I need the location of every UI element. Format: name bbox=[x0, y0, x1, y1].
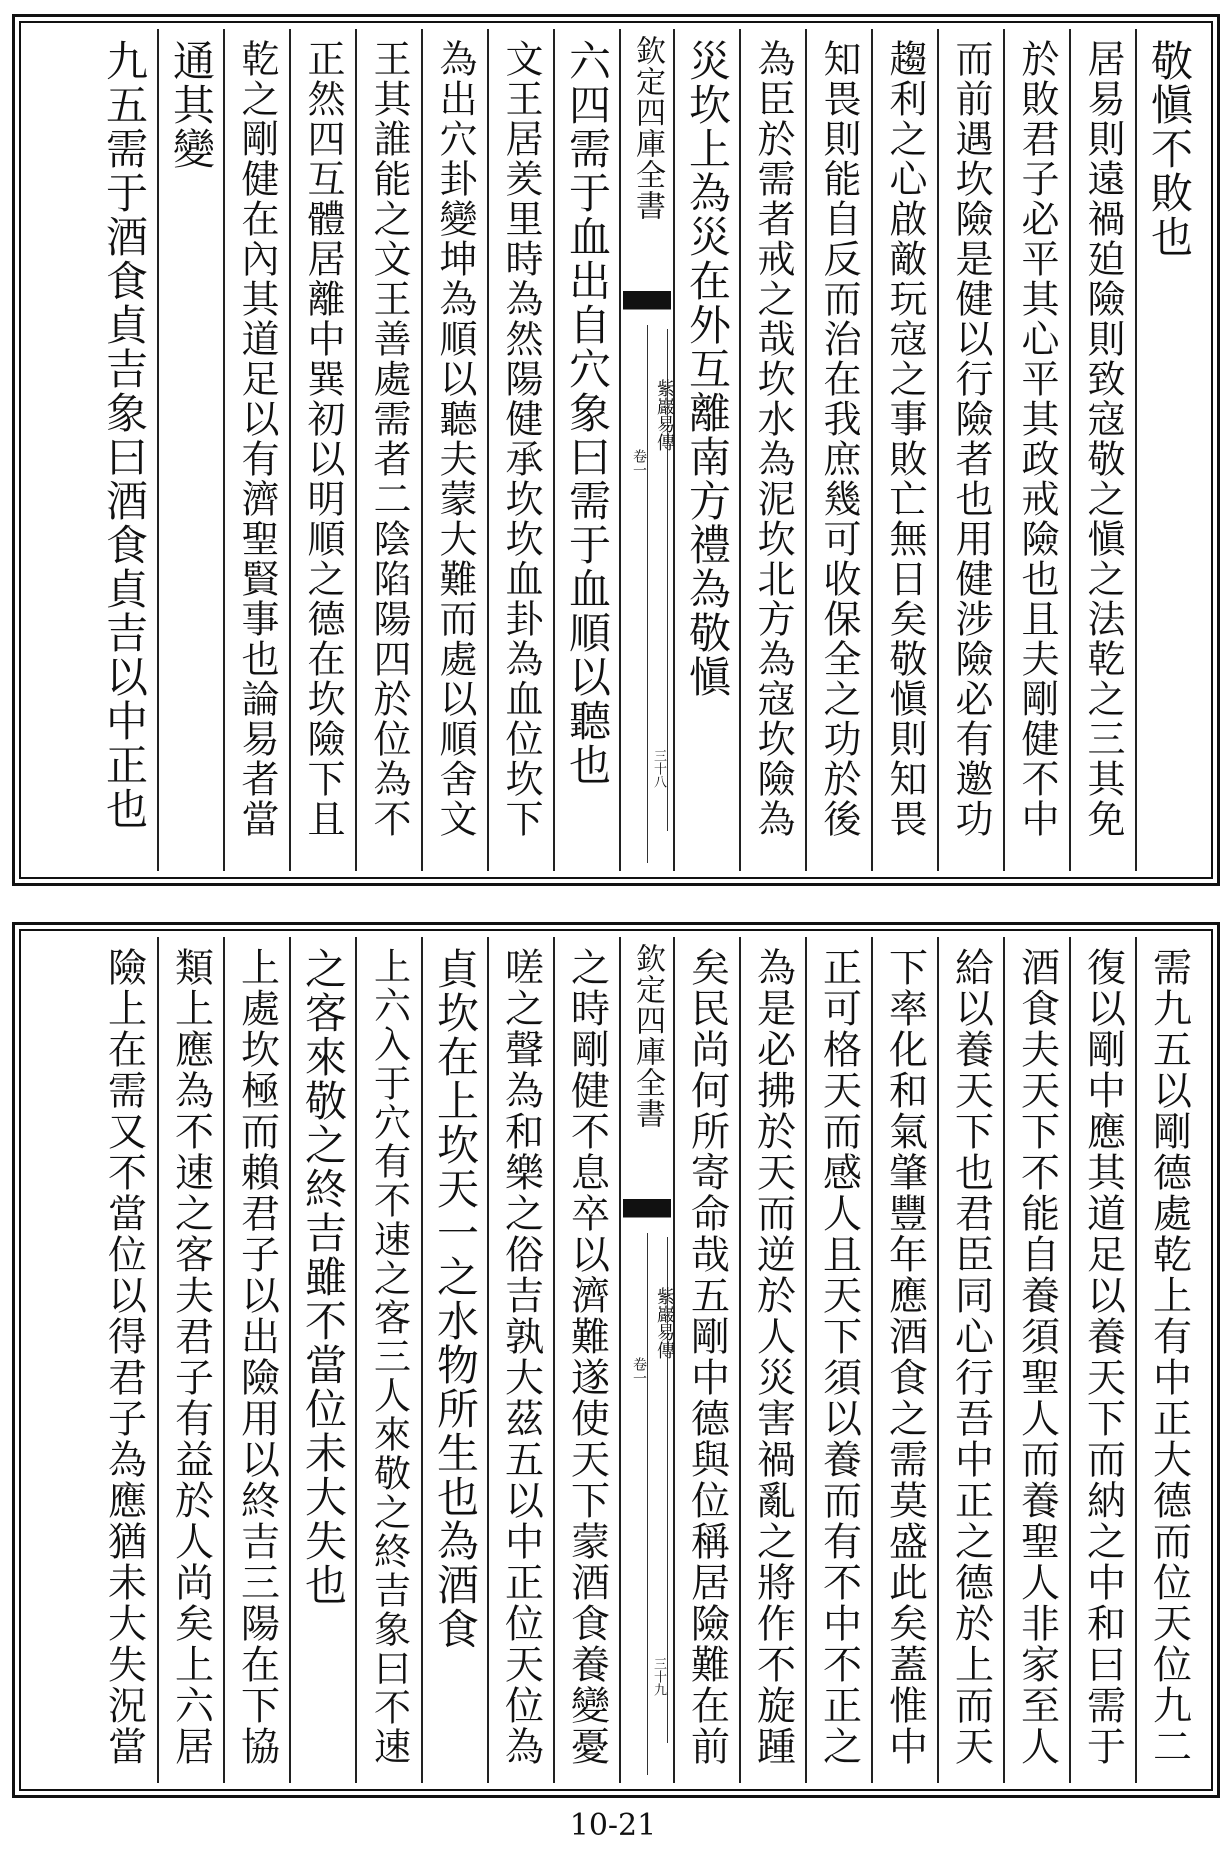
text-column bbox=[1003, 937, 1069, 1783]
text-column bbox=[157, 937, 223, 1783]
column-text: 復以剛中應其道足以養天下而納之中和曰需于 bbox=[1080, 947, 1126, 1767]
column-text: 趨利之心啟敵玩寇之事敗亡無日矣敬愼則知畏 bbox=[883, 39, 927, 839]
text-column bbox=[421, 29, 487, 871]
text-column bbox=[871, 937, 937, 1783]
text-column bbox=[805, 29, 871, 871]
column-text: 乾之剛健在內其道足以有濟聖賢事也論易者當 bbox=[235, 39, 279, 839]
text-column bbox=[673, 29, 739, 871]
column-text: 嗟之聲為和樂之俗吉孰大茲五以中正位天位為 bbox=[498, 947, 544, 1767]
column-text: 給以養天下也君臣同心行吾中正之德於上而天 bbox=[948, 947, 994, 1767]
column-text: 通其變 bbox=[167, 39, 216, 171]
column-text: 六四需于血出自穴象曰需于血順以聽也 bbox=[563, 39, 612, 787]
page-number: 10-21 bbox=[569, 1808, 657, 1843]
column-text: 災坎上為災在外互離南方禮為敬愼 bbox=[683, 39, 732, 699]
column-text: 酒食夫天下不能自養須聖人而養聖人非家至人 bbox=[1014, 947, 1060, 1767]
volume-label: 卷一 bbox=[631, 1357, 647, 1385]
text-column bbox=[91, 29, 157, 871]
column-text: 上六入于穴有不速之客三人來敬之終吉象曰不速 bbox=[367, 947, 411, 1766]
column-text: 九五需于酒食貞吉象曰酒食貞吉以中正也 bbox=[100, 39, 149, 831]
column-text: 為臣於需者戒之哉坎水為泥坎北方為寇坎險為 bbox=[751, 39, 795, 839]
text-column bbox=[223, 937, 289, 1783]
column-text: 為是必拂於天而逆於人災害禍亂之將作不旋踵 bbox=[750, 947, 796, 1767]
text-column bbox=[739, 937, 805, 1783]
text-column bbox=[487, 937, 553, 1783]
column-text: 居易則遠禍廹險則致寇敬之愼之法乾之三其免 bbox=[1081, 39, 1125, 839]
column-text: 正然四互體居離中巽初以明順之德在坎險下且 bbox=[301, 39, 345, 839]
column-text: 於敗君子必平其心平其政戒險也且夫剛健不中 bbox=[1015, 39, 1059, 839]
text-column bbox=[157, 29, 223, 871]
text-column bbox=[355, 29, 421, 871]
fold-line bbox=[647, 325, 648, 863]
column-text: 之客來敬之終吉雖不當位未大失也 bbox=[299, 947, 348, 1607]
column-text: 文王居羑里時為然陽健承坎坎血卦為血位坎下 bbox=[499, 39, 543, 839]
text-column bbox=[1003, 29, 1069, 871]
column-text: 下率化和氣肇豐年應酒食之需莫盛此矣蓋惟中 bbox=[882, 947, 928, 1767]
text-column bbox=[1135, 29, 1201, 871]
fold-line bbox=[647, 1233, 648, 1775]
text-column bbox=[553, 29, 619, 871]
text-column bbox=[421, 937, 487, 1783]
text-column bbox=[91, 937, 157, 1783]
bottom-page-frame bbox=[12, 922, 1220, 1798]
text-column bbox=[1069, 937, 1135, 1783]
text-column bbox=[487, 29, 553, 871]
book-title: 紫巖易傳 bbox=[654, 379, 675, 451]
text-column bbox=[937, 937, 1003, 1783]
column-text: 之時剛健不息卒以濟難遂使天下蒙酒食養變憂 bbox=[564, 947, 610, 1767]
book-collection-title: 欽定四庫全書 bbox=[630, 35, 665, 221]
book-collection-title: 欽定四庫全書 bbox=[630, 943, 665, 1129]
top-text-columns bbox=[31, 29, 1201, 871]
text-column bbox=[937, 29, 1003, 871]
top-page-frame bbox=[12, 14, 1220, 886]
column-text: 上處坎極而賴君子以出險用以終吉三陽在下協 bbox=[234, 947, 280, 1767]
column-text: 敬愼不敗也 bbox=[1145, 39, 1194, 259]
text-column bbox=[805, 937, 871, 1783]
center-fold-column bbox=[619, 29, 673, 871]
text-column bbox=[871, 29, 937, 871]
text-column bbox=[673, 937, 739, 1783]
text-column bbox=[553, 937, 619, 1783]
column-text: 需九五以剛德處乾上有中正大德而位天位九二 bbox=[1146, 947, 1192, 1767]
book-title: 紫巖易傳 bbox=[654, 1287, 675, 1359]
volume-label: 卷一 bbox=[631, 449, 647, 477]
fish-tail-mark-icon bbox=[623, 1199, 671, 1233]
column-text: 正可格天而感人且天下須以養而有不中不正之 bbox=[816, 947, 862, 1767]
leaf-number: 三十九 bbox=[651, 1657, 666, 1696]
column-text: 類上應為不速之客夫君子有益於人尚矣上六居 bbox=[168, 947, 214, 1767]
text-column bbox=[355, 937, 421, 1783]
column-text: 險上在需又不當位以得君子為應猶未大失況當 bbox=[101, 947, 147, 1767]
column-text: 為出穴卦變坤為順以聽夫蒙大難而處以順舍文 bbox=[433, 39, 477, 839]
text-column bbox=[289, 29, 355, 871]
text-column bbox=[1069, 29, 1135, 871]
column-text: 矣民尚何所寄命哉五剛中德與位稱居險難在前 bbox=[684, 947, 730, 1767]
column-text: 王其誰能之文王善處需者二陰陷陽四於位為不 bbox=[367, 39, 411, 839]
column-text: 而前遇坎險是健以行險者也用健涉險必有邀功 bbox=[949, 39, 993, 839]
text-column bbox=[1135, 937, 1201, 1783]
leaf-number: 三十八 bbox=[651, 749, 666, 788]
fish-tail-mark-icon bbox=[623, 291, 671, 325]
center-fold-column bbox=[619, 937, 673, 1783]
column-text: 貞坎在上坎天一之水物所生也為酒食 bbox=[431, 947, 480, 1651]
text-column bbox=[223, 29, 289, 871]
text-column bbox=[289, 937, 355, 1783]
column-text: 知畏則能自反而治在我庶幾可收保全之功於後 bbox=[817, 39, 861, 839]
bottom-text-columns bbox=[31, 937, 1201, 1783]
text-column bbox=[739, 29, 805, 871]
